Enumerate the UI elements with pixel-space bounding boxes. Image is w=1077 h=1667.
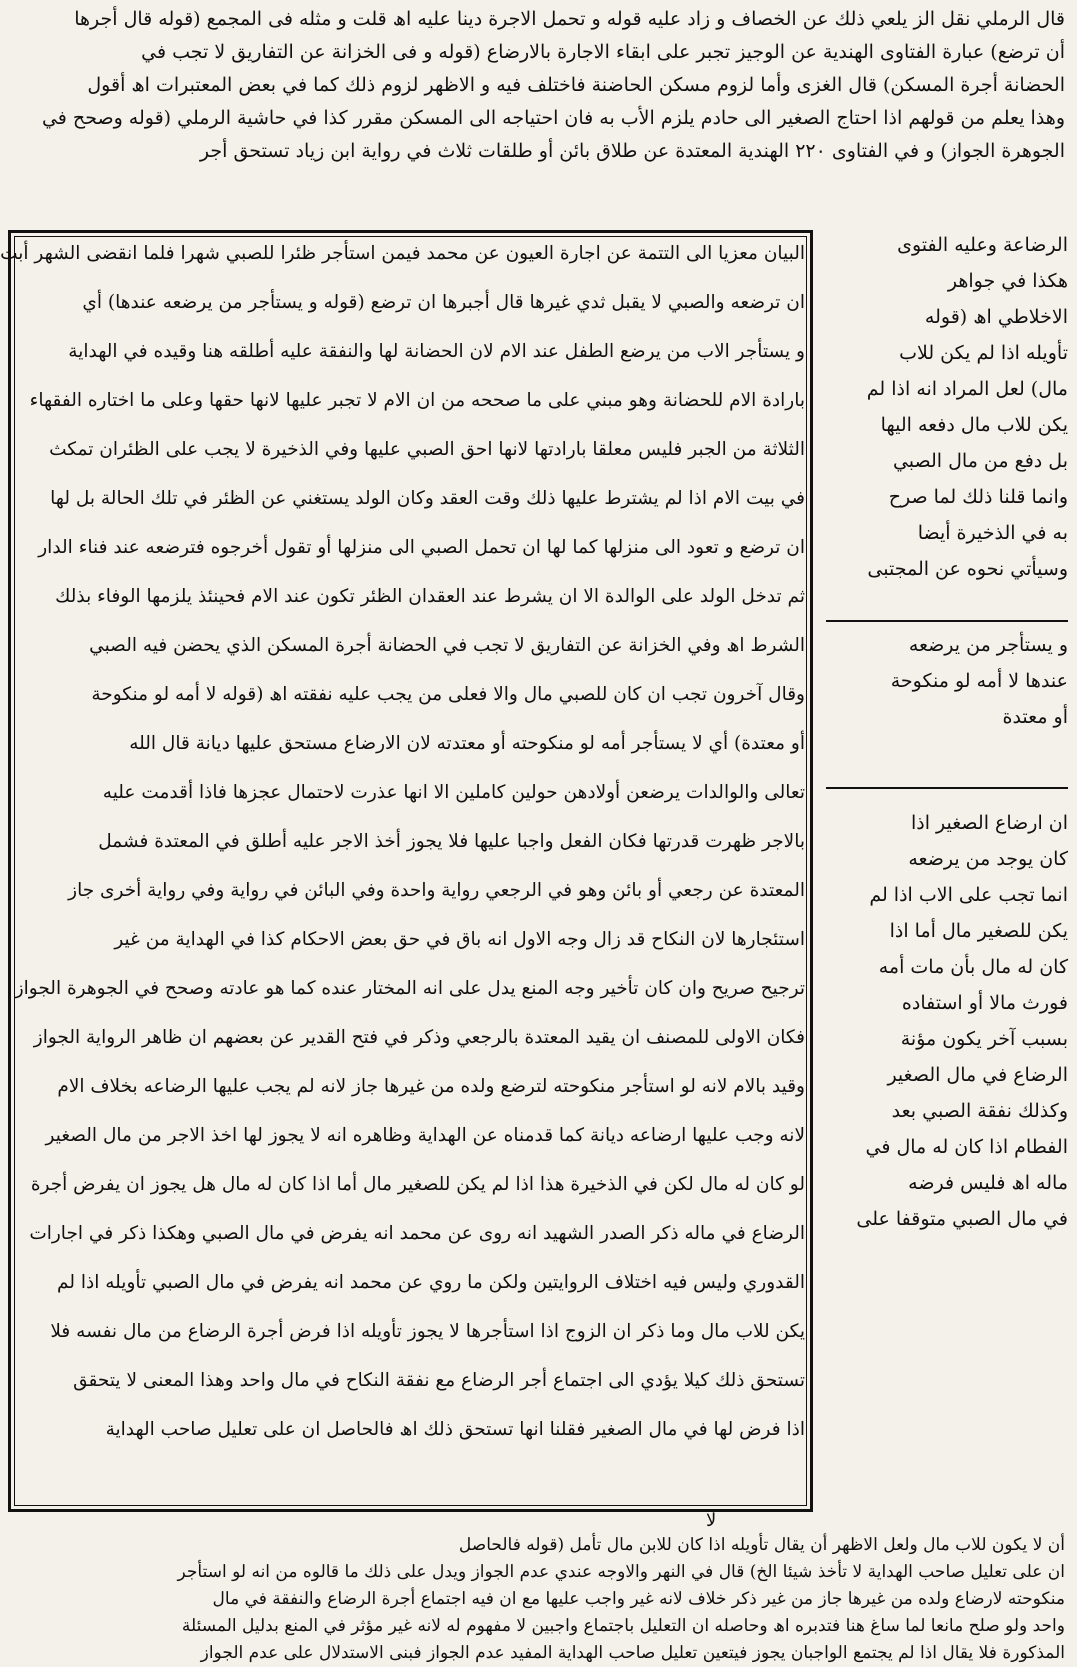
margin-line: الرضاعة وعليه الفتوى xyxy=(897,234,1068,256)
main-line: و يستأجر الاب من يرضع الطفل عند الام لان الحضانة لها والنفقة عليه أطلقه هنا وقيده في الهداية xyxy=(68,341,805,362)
margin-line: في مال الصبي متوقفا على xyxy=(856,1208,1068,1230)
margin-line: الرضاع في مال الصغير xyxy=(887,1064,1068,1086)
main-line: البيان معزيا الى التتمة عن اجارة العيون عن محمد فيمن استأجر ظئرا للصبي شهرا فلما انقضى الشهر أبت xyxy=(0,243,805,264)
margin-line: الاخلاطي اھ (قوله xyxy=(924,306,1068,328)
main-line: وقيد بالام لانه لو استأجر منكوحته لترضع ولده من غيرها جاز لانه لم يجب عليها الرضاعه بخلاف الام xyxy=(57,1076,805,1097)
margin-matn-line: و يستأجر من يرضعه xyxy=(908,634,1068,656)
main-line: استئجارها لان النكاح قد زال وجه الاول انه باق في حق بعض الاحكام كذا في الهداية من غير xyxy=(114,929,805,950)
main-line: يكن للاب مال وما ذكر ان الزوج اذا استأجرها لا يجوز تأويله اذا فرض أجرة الرضاع من مال نفسه فلا xyxy=(50,1321,805,1342)
margin-line: يكن للاب مال دفعه اليها xyxy=(880,414,1068,436)
top-line-5: الجوهرة الجواز) و في الفتاوى ٢٢٠ الهندية المعتدة عن طلاق بائن أو طلقات ثلاث في رواية ابن زياد تستحق أجر xyxy=(199,140,1065,162)
margin-line: ماله اھ فليس فرضه xyxy=(908,1172,1068,1194)
bottom-line-4: واحد ولو صلح مانعا لما ساغ هنا فتدبره اھ وحاصله ان التعليل باجتماع واجبين لا مفهوم له لانه غير مؤثر في المنع بدليل المسئلة xyxy=(181,1616,1065,1636)
main-line: بالاجر ظهرت قدرتها فكان الفعل واجبا عليها فلا يجوز أخذ الاجر عليه أطلق في المعتدة فشمل xyxy=(98,831,805,852)
main-line: ان ترضع و تعود الى منزلها كما لها ان تحمل الصبي الى منزلها أو تقول أخرجوه فترضعه عند فناء الدار xyxy=(38,537,805,558)
bottom-commentary xyxy=(10,1532,1065,1663)
main-line: الشرط اھ وفي الخزانة عن التفاريق لا تجب في الحضانة أجرة المسكن الذي يحضن فيه الصبي xyxy=(89,635,805,656)
top-line-3: الحضانة أجرة المسكن) قال الغزى وأما لزوم مسكن الحاضنة فاختلف فيه و الاظهر لزوم ذلك كما في بعض المعتبرات اھ أقول xyxy=(87,74,1065,96)
margin-line: هكذا في جواهر xyxy=(947,270,1068,292)
main-line: بارادة الام للحضانة وهو مبني على ما صححه من ان الام لا تجبر عليها لانها حقها وعلى ما اختاره الفقهاء xyxy=(29,390,805,411)
margin-line: كان يوجد من يرضعه xyxy=(908,848,1068,870)
margin-line: فورث مالا أو استفاده xyxy=(901,992,1068,1014)
margin-line: ان ارضاع الصغير اذا xyxy=(910,812,1068,834)
margin-line: بل دفع من مال الصبي xyxy=(892,450,1068,472)
bottom-line-3: منكوحته لارضاع ولده من غيرها جاز من غير ذكر خلاف لانه غير واجب عليها مع ان فيه اجتماع أجرة الرضاع والنفقة في مال xyxy=(212,1589,1065,1609)
margin-line: وكذلك نفقة الصبي بعد xyxy=(891,1100,1068,1122)
margin-line: بسبب آخر يكون مؤنة xyxy=(900,1028,1068,1050)
margin-divider xyxy=(826,620,1068,622)
margin-line: وسيأتي نحوه عن المجتبى xyxy=(867,558,1068,580)
margin-divider xyxy=(826,787,1068,789)
marginal-marker: لا xyxy=(706,1510,717,1531)
margin-line: تأويله اذا لم يكن للاب xyxy=(899,342,1068,364)
margin-matn-line: عندها لا أمه لو منكوحة xyxy=(890,670,1068,692)
main-line: القدوري وليس فيه اختلاف الروايتين ولكن ما روي عن محمد انه يفرض في مال الصبي تأويله اذا لم xyxy=(57,1272,805,1293)
bottom-line-1: أن لا يكون للاب مال ولعل الاظهر أن يقال تأويله اذا كان للابن مال تأمل (قوله فالحاصل xyxy=(458,1535,1065,1555)
main-line: تستحق ذلك كيلا يؤدي الى اجتماع أجر الرضاع مع نفقة النكاح في مال واحد وهذا المعنى لا يتحقق xyxy=(73,1370,805,1391)
main-line: ثم تدخل الولد على الوالدة الا ان يشرط عند العقدان الظئر تكون عند الام فحينئذ يلزمها الوفاء بذلك xyxy=(55,586,805,607)
main-line: اذا فرض لها في مال الصغير فقلنا انها تستحق ذلك اھ فالحاصل ان على تعليل صاحب الهداية xyxy=(105,1419,805,1440)
margin-commentary xyxy=(820,230,1075,1540)
top-line-4: وهذا يعلم من قولهم اذا احتاج الصغير الى حادم يلزم الأب به فان احتياجه الى المسكن مقرر كذا في حاشية الرملي (قوله وصحح في xyxy=(41,107,1065,129)
margin-line: يكن للصغير مال أما اذا xyxy=(889,920,1068,942)
main-line: الثلاثة من الجبر فليس معلقا بارادتها لانها احق الصبي عليها وفي الذخيرة لا يجب على الظئران تمكث xyxy=(49,439,805,460)
main-line: تعالى والوالدات يرضعن أولادهن حولين كاملين الا انها عذرت لاحتمال عجزها فاذا أقدمت عليه xyxy=(102,782,805,803)
main-line: لو كان له مال لكن في الذخيرة هذا اذا لم يكن للصغير مال أما اذا كان له مال هل يجوز ان يفرض أجرة xyxy=(30,1174,805,1195)
margin-line: انما تجب على الاب اذا لم xyxy=(869,884,1068,906)
main-text-frame xyxy=(0,230,813,1512)
margin-line: مال) لعل المراد انه اذا لم xyxy=(866,378,1068,400)
bottom-line-5: المذكورة فلا يقال اذا لم يجتمع الواجبان يجوز فيتعين تعليل صاحب الهداية المفيد عدم الجواز فبنى الاستدلال على عدم الجواز xyxy=(200,1643,1065,1663)
top-line-1: قال الرملي نقل الز يلعي ذلك عن الخصاف و زاد عليه قوله و تحمل الاجرة دينا علیه اھ قلت و مثله فی المجمع (قوله قال أجرها xyxy=(74,8,1065,30)
main-line: المعتدة عن رجعي أو بائن وهو في الرجعي رواية واحدة وفي البائن في رواية وفي رواية أخرى جاز xyxy=(68,880,805,901)
bottom-line-2: ان على تعليل صاحب الهداية لا تأخذ شيئا الخ) قال في النهر والاوجه عندي عدم الجواز ويدل على ذلك ما قالوه من انه لو استأجر xyxy=(177,1562,1065,1582)
top-line-2: أن ترضع) عبارة الفتاوى الهندية عن الوجيز تجبر على ابقاء الاجارة بالارضاع (قوله و فی الخزانة عن التفاریق لا تجب في xyxy=(141,41,1065,63)
margin-line: وانما قلنا ذلك لما صرح xyxy=(888,486,1068,508)
margin-line: الفطام اذا كان له مال في xyxy=(865,1136,1068,1158)
main-line: ترجيح صريح وان كان تأخير وجه المنع يدل على انه المختار عنده كما هو عادته وصحح في الجوهرة الجواز xyxy=(14,978,805,999)
main-line: في بيت الام اذا لم يشترط عليها ذلك وقت العقد وكان الولد يستغني عن الظئر في تلك الحالة بل لها xyxy=(50,488,805,509)
margin-matn-line: أو معتدة xyxy=(1002,706,1068,728)
main-line: ان ترضعه والصبي لا يقبل ثدي غيرها قال أجبرها ان ترضع (قوله و يستأجر من يرضعه عندها) أي xyxy=(82,292,805,313)
margin-line: كان له مال بأن مات أمه xyxy=(878,956,1068,978)
main-line: لانه وجب عليها ارضاعه ديانة كما قدمناه عن الهداية وظاهره انه لا يجوز لها اخذ الاجر من مال الصغير xyxy=(45,1125,805,1146)
main-line: الرضاع في ماله ذكر الصدر الشهيد انه روى عن محمد انه يفرض في مال الصبي وهكذا ذكر في اجارات xyxy=(29,1223,805,1244)
margin-line: به في الذخيرة أيضا xyxy=(917,522,1068,544)
main-line: وقال آخرون تجب ان كان للصبي مال والا فعلى من يجب عليه نفقته اھ (قوله لا أمه لو منكوحة xyxy=(91,684,805,705)
main-line: أو معتدة) أي لا يستأجر أمه لو منكوحته أو معتدته لان الارضاع مستحق عليها ديانة قال الله xyxy=(129,733,805,754)
main-line: فكان الاولى للمصنف ان يقيد المعتدة بالرجعي وذكر في فتح القدير عن بعضهم ان ظاهر الرواية الجواز xyxy=(33,1027,805,1048)
